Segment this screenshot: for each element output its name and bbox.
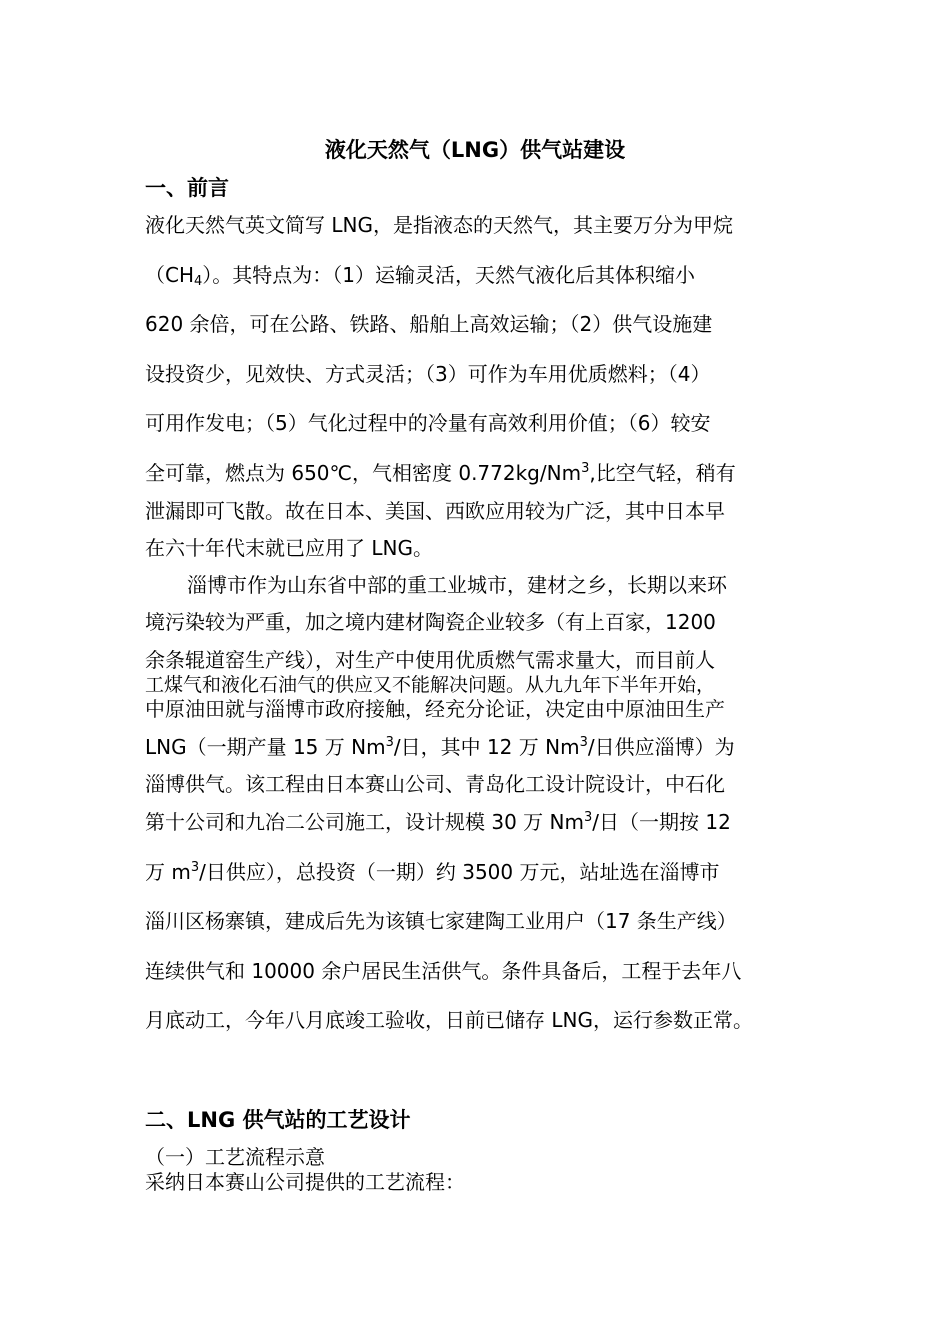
- sub-heading-process-flow: （一）工艺流程示意: [145, 1145, 325, 1169]
- paragraph-line: 液化天然气英文简写 LNG，是指液态的天然气，其主要万分为甲烷: [145, 213, 733, 237]
- paragraph-line: 设投资少，见效快、方式灵活；（3）可作为车用优质燃料；（4）: [145, 362, 711, 386]
- section-heading-preface: 一、前言: [145, 176, 229, 200]
- section-heading-process-design: 二、LNG 供气站的工艺设计: [145, 1108, 411, 1132]
- paragraph-line: 泄漏即可飞散。故在日本、美国、西欧应用较为广泛，其中日本早: [145, 499, 725, 523]
- paragraph-line: 境污染较为严重，加之境内建材陶瓷企业较多（有上百家，1200: [145, 610, 716, 634]
- paragraph-line: LNG（一期产量 15 万 Nm$^3$/日，其中 12 万 Nm$^3$/日供应淄博）为: [145, 735, 735, 759]
- paragraph-line: 中原油田就与淄博市政府接触，经充分论证，决定由中原油田生产: [145, 697, 725, 721]
- paragraph-line: 采纳日本赛山公司提供的工艺流程：: [145, 1170, 465, 1194]
- paragraph-line: 淄博供气。该工程由日本赛山公司、青岛化工设计院设计，中石化: [145, 772, 725, 796]
- paragraph-line: 工煤气和液化石油气的供应又不能解决问题。从九九年下半年开始，: [145, 674, 716, 696]
- paragraph-line: 余条辊道窑生产线），对生产中使用优质燃气需求量大，而目前人: [145, 648, 715, 672]
- paragraph-line: $(CH_4)$。其特点为：（1）运输灵活，天然气液化后其体积缩小: [145, 263, 696, 289]
- paragraph-line: 连续供气和 10000 余户居民生活供气。条件具备后，工程于去年八: [145, 959, 742, 983]
- paragraph-line: 第十公司和九冶二公司施工，设计规模 30 万 Nm$^3$/日（一期按 12: [145, 810, 731, 834]
- paragraph-line: 全可靠，燃点为 650℃，气相密度 0.772kg/Nm$^3$,比空气轻，稍有: [145, 461, 736, 485]
- document-title: 液化天然气（LNG）供气站建设: [324, 138, 626, 162]
- paragraph-line: 可用作发电；（5）气化过程中的冷量有高效利用价值；（6）较安: [145, 411, 711, 435]
- paragraph-line: 月底动工，今年八月底竣工验收，日前已储存 LNG，运行参数正常。: [145, 1008, 753, 1032]
- paragraph-line: 620 余倍，可在公路、铁路、船舶上高效运输；（2）供气设施建: [145, 312, 713, 336]
- paragraph-line: 在六十年代末就已应用了 LNG。: [145, 536, 433, 560]
- paragraph-line: 淄博市作为山东省中部的重工业城市，建材之乡，长期以来环: [187, 573, 727, 597]
- paragraph-line: 万 $m^3/$日供应），总投资（一期）约 3500 万元，站址选在淄博市: [145, 860, 720, 884]
- paragraph-line: 淄川区杨寨镇，建成后先为该镇七家建陶工业用户（17 条生产线）: [145, 909, 737, 933]
